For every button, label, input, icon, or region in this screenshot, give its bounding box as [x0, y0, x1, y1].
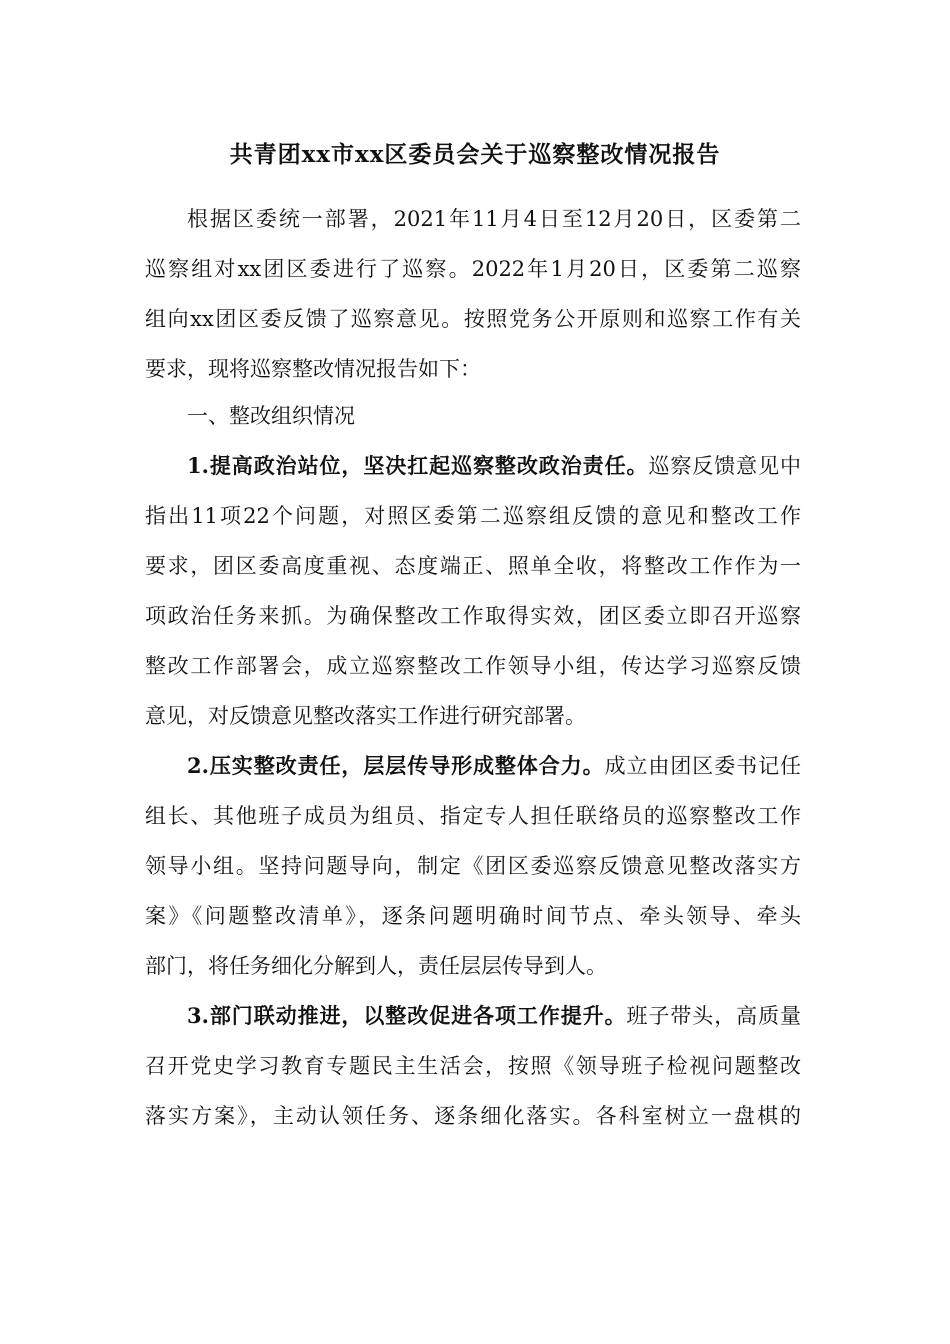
paragraph-3-text: 班子带头，高质量	[626, 1004, 802, 1028]
paragraph-3-line: 落实方案》，主动认领任务、逐条细化落实。各科室树立一盘棋的	[145, 1104, 801, 1128]
paragraph-1-line: 指出11项22个问题，对照区委第二巡察组反馈的意见和整改工作	[145, 504, 801, 528]
paragraph-2-line: 部门，将任务细化分解到人，责任层层传导到人。	[145, 954, 607, 978]
paragraph-1-line: 项政治任务来抓。为确保整改工作取得实效，团区委立即召开巡察	[145, 604, 801, 628]
paragraph-2-line: 领导小组。坚持问题导向，制定《团区委巡察反馈意见整改落实方	[145, 854, 801, 878]
paragraph-2-line: 组长、其他班子成员为组员、指定专人担任联络员的巡察整改工作	[145, 804, 801, 828]
intro-line: 巡察组对xx团区委进行了巡察。2022年1月20日，区委第二巡察	[145, 257, 801, 281]
intro-line: 组向xx团区委反馈了巡察意见。按照党务公开原则和巡察工作有关	[145, 307, 801, 331]
paragraph-3-first-line	[187, 999, 801, 1033]
paragraph-2-line: 案》《问题整改清单》，逐条问题明确时间节点、牵头领导、牵头	[145, 904, 801, 928]
document-title: 共青团xx市xx区委员会关于巡察整改情况报告	[229, 141, 721, 168]
paragraph-3-line: 召开党史学习教育专题民主生活会，按照《领导班子检视问题整改	[145, 1054, 801, 1078]
paragraph-1-first-line	[187, 449, 801, 483]
paragraph-2-text: 成立由团区委书记任	[604, 754, 802, 778]
paragraph-3-heading: 3.部门联动推进，以整改促进各项工作提升。	[187, 1003, 627, 1028]
paragraph-2-heading: 2.压实整改责任，层层传导形成整体合力。	[187, 753, 605, 778]
paragraph-2-first-line	[187, 749, 801, 783]
paragraph-1-line: 整改工作部署会，成立巡察整改工作领导小组，传达学习巡察反馈	[145, 654, 801, 678]
paragraph-1-line: 意见，对反馈意见整改落实工作进行研究部署。	[145, 704, 586, 728]
section-heading: 一、整改组织情况	[187, 404, 355, 428]
paragraph-1-text: 巡察反馈意见中	[648, 454, 802, 478]
paragraph-1-heading: 1.提高政治站位，坚决扛起巡察整改政治责任。	[187, 453, 649, 478]
intro-line: 要求，现将巡察整改情况报告如下：	[145, 357, 481, 381]
intro-line: 根据区委统一部署，2021年11月4日至12月20日，区委第二	[187, 207, 801, 231]
paragraph-1-line: 要求，团区委高度重视、态度端正、照单全收，将整改工作作为一	[145, 554, 801, 578]
